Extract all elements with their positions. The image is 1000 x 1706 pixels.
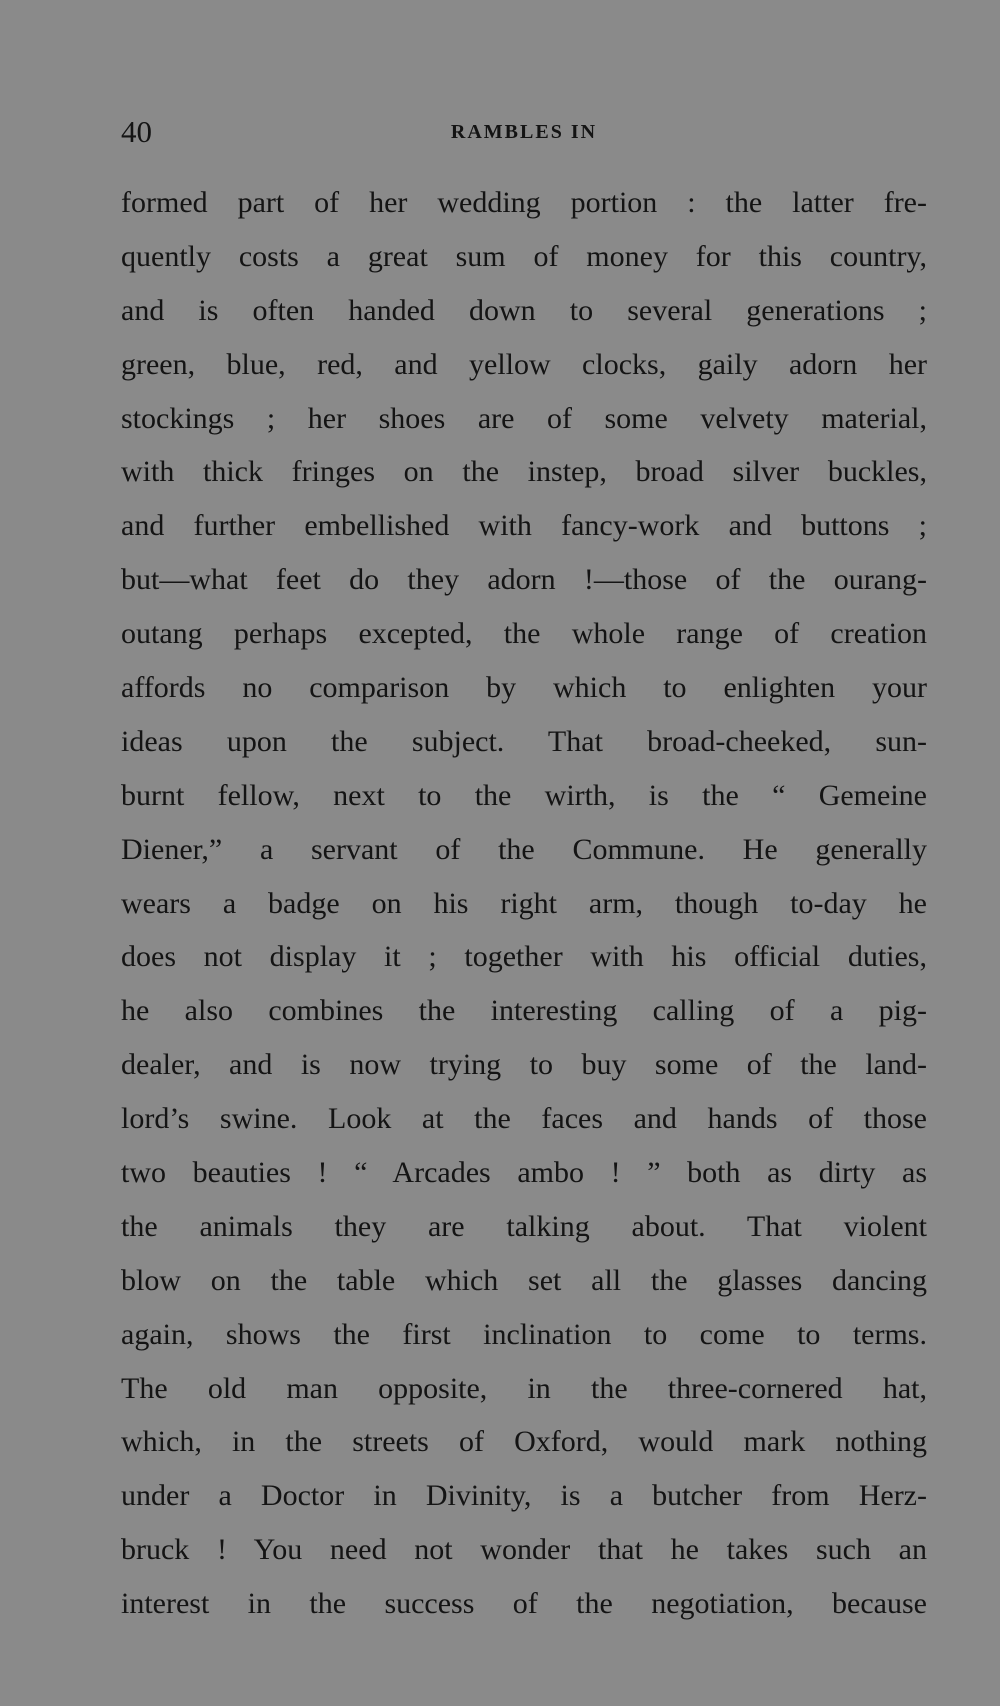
text-line: blow on the table which set all the glasses dancing — [121, 1263, 927, 1297]
running-title: RAMBLES IN — [450, 121, 598, 143]
body-text — [121, 176, 927, 1631]
text-line: interest in the success of the negotiation, because — [121, 1587, 927, 1621]
text-line: he also combines the interesting calling of a pig- — [121, 994, 927, 1028]
text-line: quently costs a great sum of money for this country, — [121, 239, 927, 273]
text-line: formed part of her wedding portion : the latter fre- — [121, 186, 927, 219]
text-line: but—what feet do they adorn !—those of the ourang- — [121, 563, 927, 597]
page-number: 40 — [121, 114, 152, 149]
text-line: lord’s swine. Look at the faces and hands of those — [121, 1102, 927, 1136]
text-line: bruck ! You need not wonder that he takes such an — [121, 1533, 927, 1567]
text-line: the animals they are talking about. That violent — [121, 1209, 927, 1243]
text-line: outang perhaps excepted, the whole range of creation — [121, 617, 927, 651]
text-line: which, in the streets of Oxford, would mark nothing — [121, 1425, 927, 1459]
text-line: wears a badge on his right arm, though to-day he — [121, 886, 927, 920]
text-line: stockings ; her shoes are of some velvety material, — [121, 401, 927, 435]
text-line: under a Doctor in Divinity, is a butcher from Herz- — [121, 1479, 927, 1513]
text-line: and is often handed down to several generations ; — [121, 293, 927, 327]
text-line: two beauties ! “ Arcades ambo ! ” both as dirty as — [121, 1156, 927, 1190]
text-line: dealer, and is now trying to buy some of the land- — [121, 1048, 927, 1082]
text-line: with thick fringes on the instep, broad silver buckles, — [121, 455, 927, 489]
text-line: green, blue, red, and yellow clocks, gaily adorn her — [121, 347, 927, 381]
text-line: and further embellished with fancy-work and buttons ; — [121, 509, 927, 543]
text-line: The old man opposite, in the three-cornered hat, — [121, 1371, 927, 1405]
running-head — [121, 112, 927, 152]
text-line: burnt fellow, next to the wirth, is the “ Gemeine — [121, 778, 927, 812]
text-line: Diener,” a servant of the Commune. He generally — [121, 832, 927, 866]
text-line: again, shows the first inclination to come to terms. — [121, 1317, 927, 1351]
text-line: ideas upon the subject. That broad-cheeked, sun- — [121, 724, 927, 758]
text-line: affords no comparison by which to enlighten your — [121, 671, 927, 705]
text-line: does not display it ; together with his official duties, — [121, 940, 927, 974]
